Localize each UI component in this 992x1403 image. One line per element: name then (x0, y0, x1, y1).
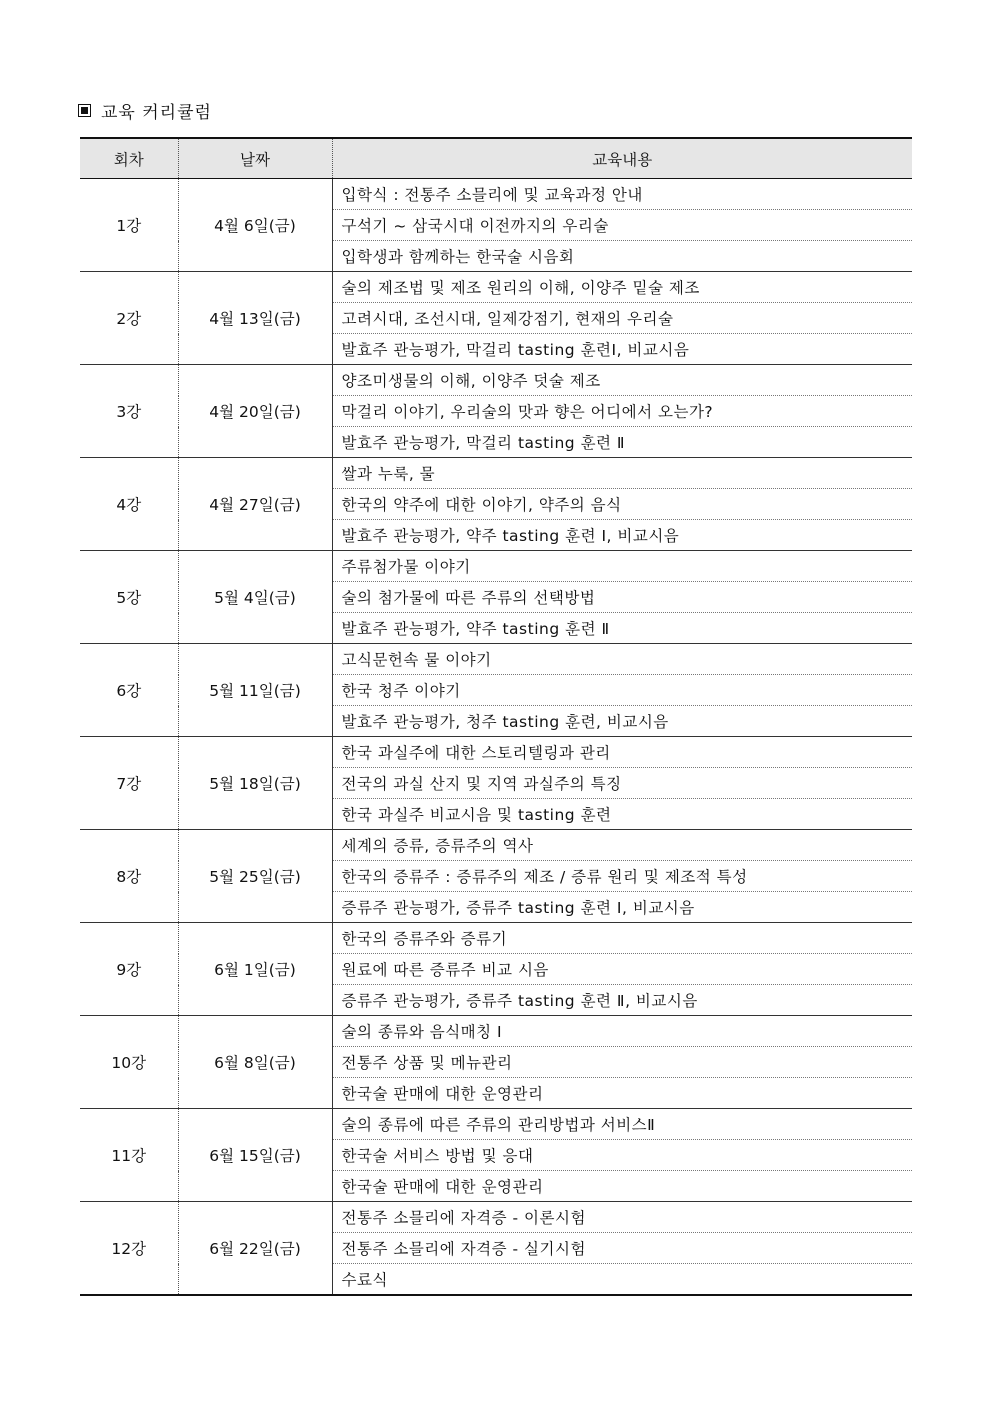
content-cell: 증류주 관능평가, 증류주 tasting 훈련 Ⅰ, 비교시음 (332, 892, 912, 923)
table-row (80, 458, 912, 489)
date-cell: 5월 4일(금) (178, 551, 332, 644)
date-cell: 6월 8일(금) (178, 1016, 332, 1109)
session-cell: 9강 (80, 923, 178, 1016)
content-cell: 원료에 따른 증류주 비교 시음 (332, 954, 912, 985)
session-cell: 1강 (80, 179, 178, 272)
content-cell: 한국술 서비스 방법 및 응대 (332, 1140, 912, 1171)
date-cell: 4월 13일(금) (178, 272, 332, 365)
content-cell: 발효주 관능평가, 막걸리 tasting 훈련Ⅰ, 비교시음 (332, 334, 912, 365)
table-header-row (80, 138, 912, 179)
content-cell: 세계의 증류, 증류주의 역사 (332, 830, 912, 861)
session-cell: 3강 (80, 365, 178, 458)
content-cell: 발효주 관능평가, 약주 tasting 훈련 Ⅰ, 비교시음 (332, 520, 912, 551)
content-cell: 구석기 ~ 삼국시대 이전까지의 우리술 (332, 210, 912, 241)
content-cell: 한국술 판매에 대한 운영관리 (332, 1171, 912, 1202)
section-title-text: 교육 커리큘럼 (101, 102, 212, 123)
date-cell: 5월 18일(금) (178, 737, 332, 830)
table-body (80, 179, 912, 1296)
content-cell: 발효주 관능평가, 막걸리 tasting 훈련 Ⅱ (332, 427, 912, 458)
content-cell: 양조미생물의 이해, 이양주 덧술 제조 (332, 365, 912, 396)
content-cell: 입학생과 함께하는 한국술 시음회 (332, 241, 912, 272)
date-cell: 6월 22일(금) (178, 1202, 332, 1296)
content-cell: 술의 첨가물에 따른 주류의 선택방법 (332, 582, 912, 613)
header-content: 교육내용 (332, 138, 912, 179)
table-row (80, 923, 912, 954)
content-cell: 전통주 상품 및 메뉴관리 (332, 1047, 912, 1078)
content-cell: 수료식 (332, 1264, 912, 1296)
content-cell: 쌀과 누룩, 물 (332, 458, 912, 489)
content-cell: 한국 과실주 비교시음 및 tasting 훈련 (332, 799, 912, 830)
content-cell: 전통주 소믈리에 자격증 - 이론시험 (332, 1202, 912, 1233)
content-cell: 한국의 증류주와 증류기 (332, 923, 912, 954)
content-cell: 한국술 판매에 대한 운영관리 (332, 1078, 912, 1109)
date-cell: 4월 6일(금) (178, 179, 332, 272)
content-cell: 발효주 관능평가, 약주 tasting 훈련 Ⅱ (332, 613, 912, 644)
date-cell: 4월 27일(금) (178, 458, 332, 551)
content-cell: 한국 과실주에 대한 스토리텔링과 관리 (332, 737, 912, 768)
curriculum-table (80, 137, 912, 1296)
content-cell: 전국의 과실 산지 및 지역 과실주의 특징 (332, 768, 912, 799)
date-cell: 4월 20일(금) (178, 365, 332, 458)
date-cell: 6월 15일(금) (178, 1109, 332, 1202)
header-session: 회차 (80, 138, 178, 179)
content-cell: 고려시대, 조선시대, 일제강점기, 현재의 우리술 (332, 303, 912, 334)
table-row (80, 365, 912, 396)
section-title (78, 98, 212, 122)
session-cell: 8강 (80, 830, 178, 923)
session-cell: 5강 (80, 551, 178, 644)
content-cell: 막걸리 이야기, 우리술의 맛과 향은 어디에서 오는가? (332, 396, 912, 427)
content-cell: 발효주 관능평가, 청주 tasting 훈련, 비교시음 (332, 706, 912, 737)
content-cell: 전통주 소믈리에 자격증 - 실기시험 (332, 1233, 912, 1264)
content-cell: 한국 청주 이야기 (332, 675, 912, 706)
session-cell: 6강 (80, 644, 178, 737)
header-date: 날짜 (178, 138, 332, 179)
session-cell: 7강 (80, 737, 178, 830)
date-cell: 5월 11일(금) (178, 644, 332, 737)
table-row (80, 1202, 912, 1233)
session-cell: 4강 (80, 458, 178, 551)
table-row (80, 272, 912, 303)
content-cell: 술의 종류와 음식매칭 Ⅰ (332, 1016, 912, 1047)
content-cell: 술의 제조법 및 제조 원리의 이해, 이양주 밑술 제조 (332, 272, 912, 303)
table-row (80, 1016, 912, 1047)
table-row (80, 737, 912, 768)
content-cell: 술의 종류에 따른 주류의 관리방법과 서비스Ⅱ (332, 1109, 912, 1140)
session-cell: 10강 (80, 1016, 178, 1109)
date-cell: 6월 1일(금) (178, 923, 332, 1016)
session-cell: 2강 (80, 272, 178, 365)
content-cell: 고식문헌속 물 이야기 (332, 644, 912, 675)
table-row (80, 551, 912, 582)
content-cell: 입학식 : 전통주 소믈리에 및 교육과정 안내 (332, 179, 912, 210)
table-row (80, 1109, 912, 1140)
date-cell: 5월 25일(금) (178, 830, 332, 923)
session-cell: 12강 (80, 1202, 178, 1296)
content-cell: 증류주 관능평가, 증류주 tasting 훈련 Ⅱ, 비교시음 (332, 985, 912, 1016)
content-cell: 한국의 약주에 대한 이야기, 약주의 음식 (332, 489, 912, 520)
content-cell: 한국의 증류주 : 증류주의 제조 / 증류 원리 및 제조적 특성 (332, 861, 912, 892)
table-row (80, 830, 912, 861)
table-row (80, 644, 912, 675)
square-bullet-icon (78, 104, 91, 117)
session-cell: 11강 (80, 1109, 178, 1202)
table-row (80, 179, 912, 210)
content-cell: 주류첨가물 이야기 (332, 551, 912, 582)
